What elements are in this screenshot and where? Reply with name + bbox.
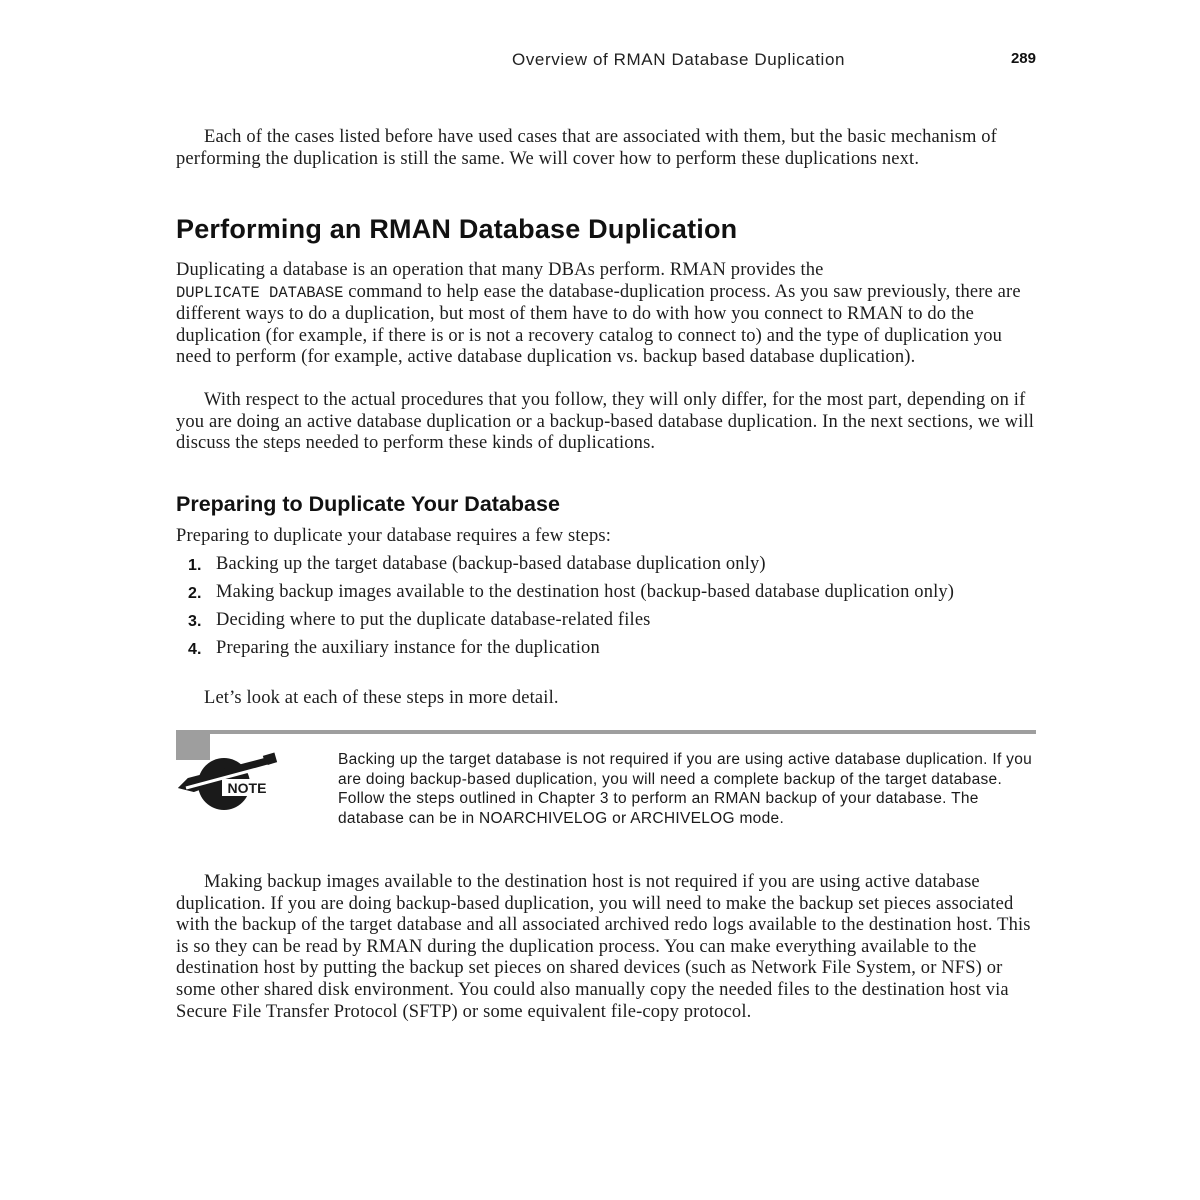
step-text: Preparing the auxiliary instance for the duplication (216, 638, 600, 659)
section-paragraph-2: With respect to the actual procedures that you follow, they will only differ, for the most part, depending on if you are doing an active database duplication or a backup-based database duplication. In the next sections, we will discuss the steps needed to perform these kinds of duplications. (176, 390, 1035, 454)
list-item (176, 610, 1036, 632)
step-number: 4. (188, 641, 202, 659)
step-text: Making backup images available to the destination host (backup-based database duplication only) (216, 582, 955, 603)
section-paragraph-1-lead: Duplicating a database is an operation that many DBAs perform. RMAN provides the (176, 260, 824, 280)
list-item (176, 554, 1036, 576)
page-number: 289 (1010, 50, 1036, 67)
note-callout (176, 730, 1036, 854)
note-top-rule (176, 730, 1036, 734)
running-header (176, 50, 1036, 72)
step-text: Backing up the target database (backup-based database duplication only) (216, 554, 766, 574)
note-text: Backing up the target database is not required if you are using active database duplication. If you are doing backup-based duplication, you will need a complete backup of the target database. Follow the steps outlined in Chapter 3 to perform an RMAN backup of your database. The database can be in NOARCHIVELOG or ARCHIVELOG mode. (338, 751, 1033, 827)
book-page (176, 0, 1036, 1200)
step-number: 1. (188, 557, 202, 574)
step-number: 2. (188, 585, 202, 603)
code-duplicate-database: DUPLICATE DATABASE (176, 283, 344, 302)
final-paragraph: Making backup images available to the destination host is not required if you are using active database duplication. If you are doing backup-based duplication, you will need to make the backup set pieces associated with the backup of the target database and all associated archived redo logs available to the destination host. This is so they can be read by RMAN during the duplication process. You can make everything available to the destination host by putting the backup set pieces on shared devices (such as Network File System, or NFS) or some other shared disk environment. You could also manually copy the needed files to the destination host via Secure File Transfer Protocol (SFTP) or some equivalent file-copy protocol. (176, 872, 1031, 1022)
note-pencil-icon (176, 744, 280, 818)
steps-list (176, 554, 1036, 666)
section-paragraph-1 (176, 260, 1036, 369)
subsection-intro: Preparing to duplicate your database requires a few steps: (176, 526, 612, 546)
subsection-heading: Preparing to Duplicate Your Database (176, 492, 560, 516)
step-text: Deciding where to put the duplicate database-related files (216, 610, 651, 631)
section-paragraph-1-rest: command to help ease the database-duplication process. As you saw previously, there are different ways to do a duplication, but most of them have to do with how you connect to RMAN to do the duplication (for example, if there is or is not a recovery catalog to connect to) and the type of duplication you need to perform (for example, active database duplication vs. backup based database duplication). (176, 281, 1021, 368)
step-number: 3. (188, 613, 202, 631)
list-item (176, 638, 1036, 660)
section-heading: Performing an RMAN Database Duplication (176, 214, 738, 244)
subsection-outro: Let’s look at each of these steps in more detail. (204, 688, 559, 708)
running-title: Overview of RMAN Database Duplication (512, 50, 846, 69)
list-item (176, 582, 1036, 604)
note-icon-label: NOTE (227, 780, 267, 796)
intro-paragraph: Each of the cases listed before have used cases that are associated with them, but the basic mechanism of performing the duplication is still the same. We will cover how to perform these duplications next. (176, 127, 997, 169)
